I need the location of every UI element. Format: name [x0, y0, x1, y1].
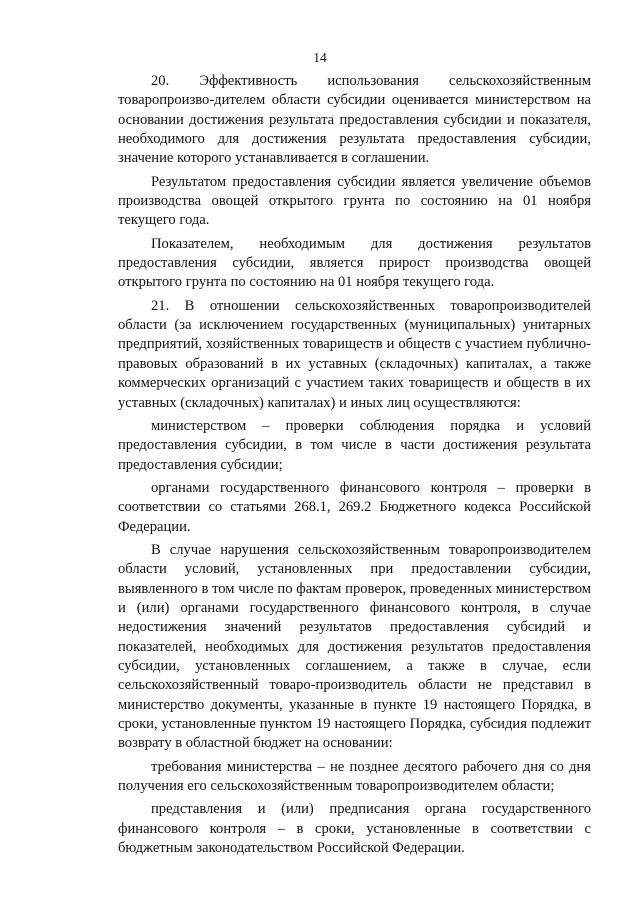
paragraph-ministry-requirement: требования министерства – не позднее десятого рабочего дня со дня получения его сельскохозяйственным товаропроизводителем области;: [118, 758, 591, 795]
paragraph-violation-return: В случае нарушения сельскохозяйственным товаропроизводителем области условий, установленных при предоставлении субсидии, выявленного в том числе по фактам проверок, проведенных министерством и (или) органами государственного финансового контроля, в случае недостижения значений результатов предоставления субсидий и показателей, необходимых для достижения результатов предоставления субсидии, установленных соглашением, а также в случае, если сельскохозяйственный товаро-производитель области не представил в министерство документы, указанные в пункте 19 настоящего Порядка, в сроки, установленные пунктом 19 настоящего Порядка, субсидия подлежит возврату в областной бюджет на основании:: [118, 541, 591, 752]
document-body: [118, 72, 591, 862]
paragraph-result: Результатом предоставления субсидии является увеличение объемов производства овощей открытого грунта по состоянию на 01 ноября текущего года.: [118, 173, 591, 229]
paragraph-control-prescription: представления и (или) предписания органа государственного финансового контроля – в сроки, установленные в соответствии с бюджетным законодательством Российской Федерации.: [118, 801, 591, 857]
paragraph-financial-control: органами государственного финансового контроля – проверки в соответствии со статьями 268.1, 269.2 Бюджетного кодекса Российской Федерации.: [118, 479, 591, 535]
paragraph-20-efficiency: 20. Эффективность использования сельскохозяйственным товаропроизво-дителем области субсидии оценивается министерством на основании достижения результата предоставления субсидии и показателя, необходимого для достижения результата предоставления субсидии, значение которого устанавливается в соглашении.: [118, 73, 591, 167]
paragraph-21-control: 21. В отношении сельскохозяйственных товаропроизводителей области (за исключением государственных (муниципальных) унитарных предприятий, хозяйственных товариществ и обществ с участием публично-правовых образований в их уставных (складочных) капиталах, а также коммерческих организаций с участием таких товариществ и обществ в их уставных (складочных) капиталах) и иных лиц осуществляются:: [118, 297, 591, 411]
paragraph-indicator: Показателем, необходимым для достижения результатов предоставления субсидии, является прирост производства овощей открытого грунта по состоянию на 01 ноября текущего года.: [118, 235, 591, 291]
paragraph-ministry-checks: министерством – проверки соблюдения порядка и условий предоставления субсидии, в том числе в части достижения результата предоставления субсидии;: [118, 417, 591, 473]
page-number: 14: [313, 50, 327, 65]
